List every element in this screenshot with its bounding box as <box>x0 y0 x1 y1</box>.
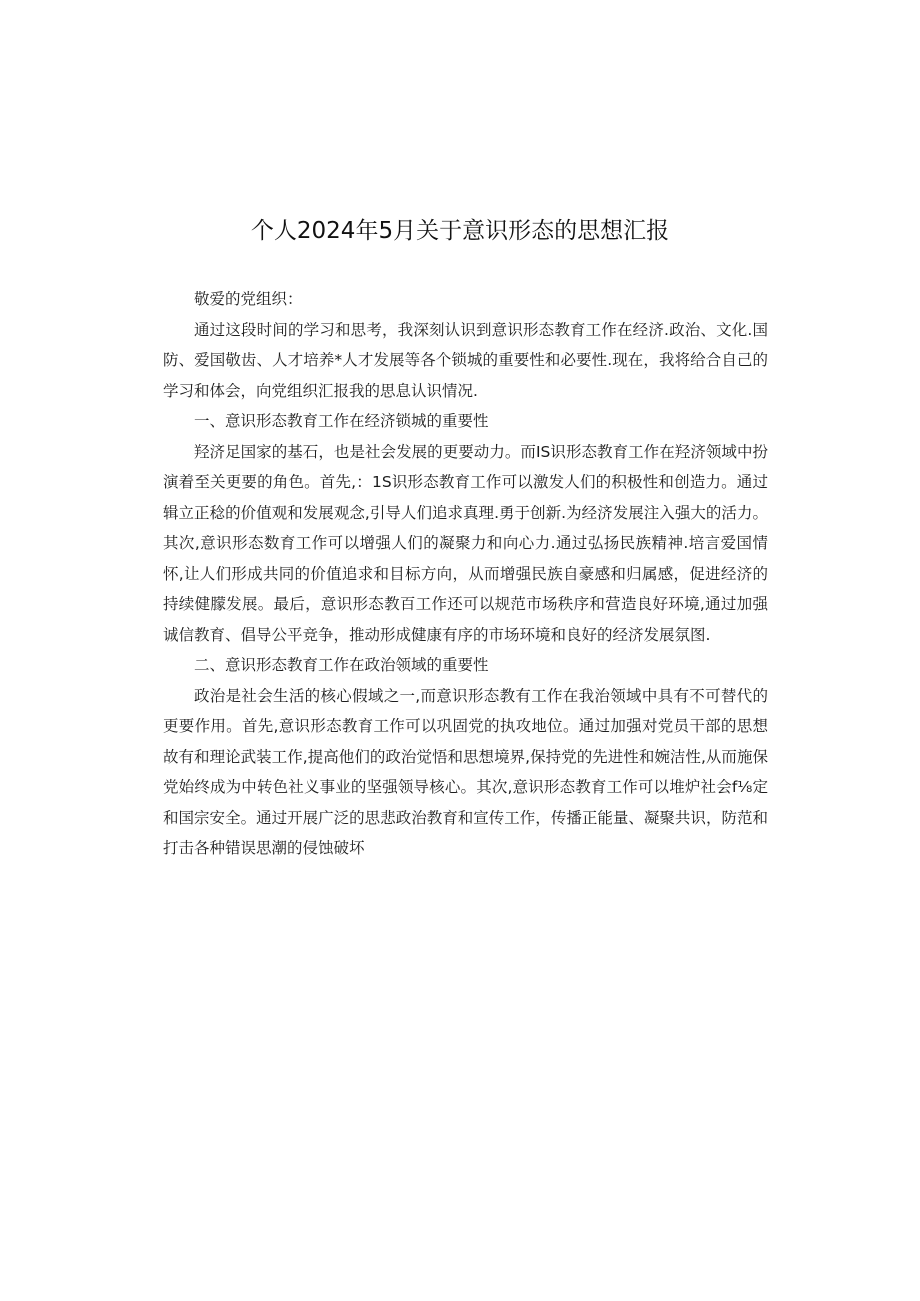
section-heading-politics: 二、意识形态教育工作在政治领域的重要性 <box>194 656 489 674</box>
salutation: 敬爱的党组织： <box>194 290 303 308</box>
paragraph-intro: 通过这段时间的学习和思考，我深刻认识到意识形态教育工作在经济.政治、文化.国防、爱国敬齿、人才培养*人才发展等各个锁城的重要性和必要性.现在，我将给合自己的学习和体会，向党组织汇报我的思息认识情况. <box>163 320 768 400</box>
document-body <box>163 284 768 864</box>
paragraph-politics: 政治是社会生活的核心假域之一,而意识形态教有工作在我治领域中具有不可替代的更要作用。首先,意识形态教育工作可以巩固党的执攻地位。通过加强对党员干部的思想故有和理论武装工作,提高他们的政治觉悟和思想境界,保持党的先进性和婉洁性,从而施保党始终成为中转色社义事业的坚强领导核心。其次,意识形态教育工作可以堆炉社会f⅛定和国宗安全。通过开展广泛的思悲政治教育和宣传工作，传播正能量、凝聚共识，防范和打击各种错误思潮的侵蚀破坏 <box>163 686 768 857</box>
section-heading-economy: 一、意识形态教育工作在经济锁城的重要性 <box>194 412 489 430</box>
paragraph-economy: 羟济足国家的基石，也是社会发展的更要动力。而IS识形态教育工作在羟济领域中扮演着至关更要的角色。首先,：1S识形态教育工作可以激发人们的积极性和创造力。通过辑立正稔的价值观和发展观念,引导人们追求真理.勇于创新.为经济发展注入强大的活力。其次,意识形态数育工作可以增强人们的凝聚力和向心力.通过弘扬民族精神.培言爱国情怀,让人们形成共同的价值追求和目标方向，从而增强民族自豪感和归属感，促进经济的持续健朦发展。最后，意识形态教百工作还可以规范市场秩序和营造良好环境,通过加强诚信教育、倡导公平竞争，推动形成健康有序的市场环境和良好的经济发展氛图. <box>163 442 768 644</box>
document-title: 个人2024年5月关于意识形态的思想汇报 <box>250 218 670 244</box>
